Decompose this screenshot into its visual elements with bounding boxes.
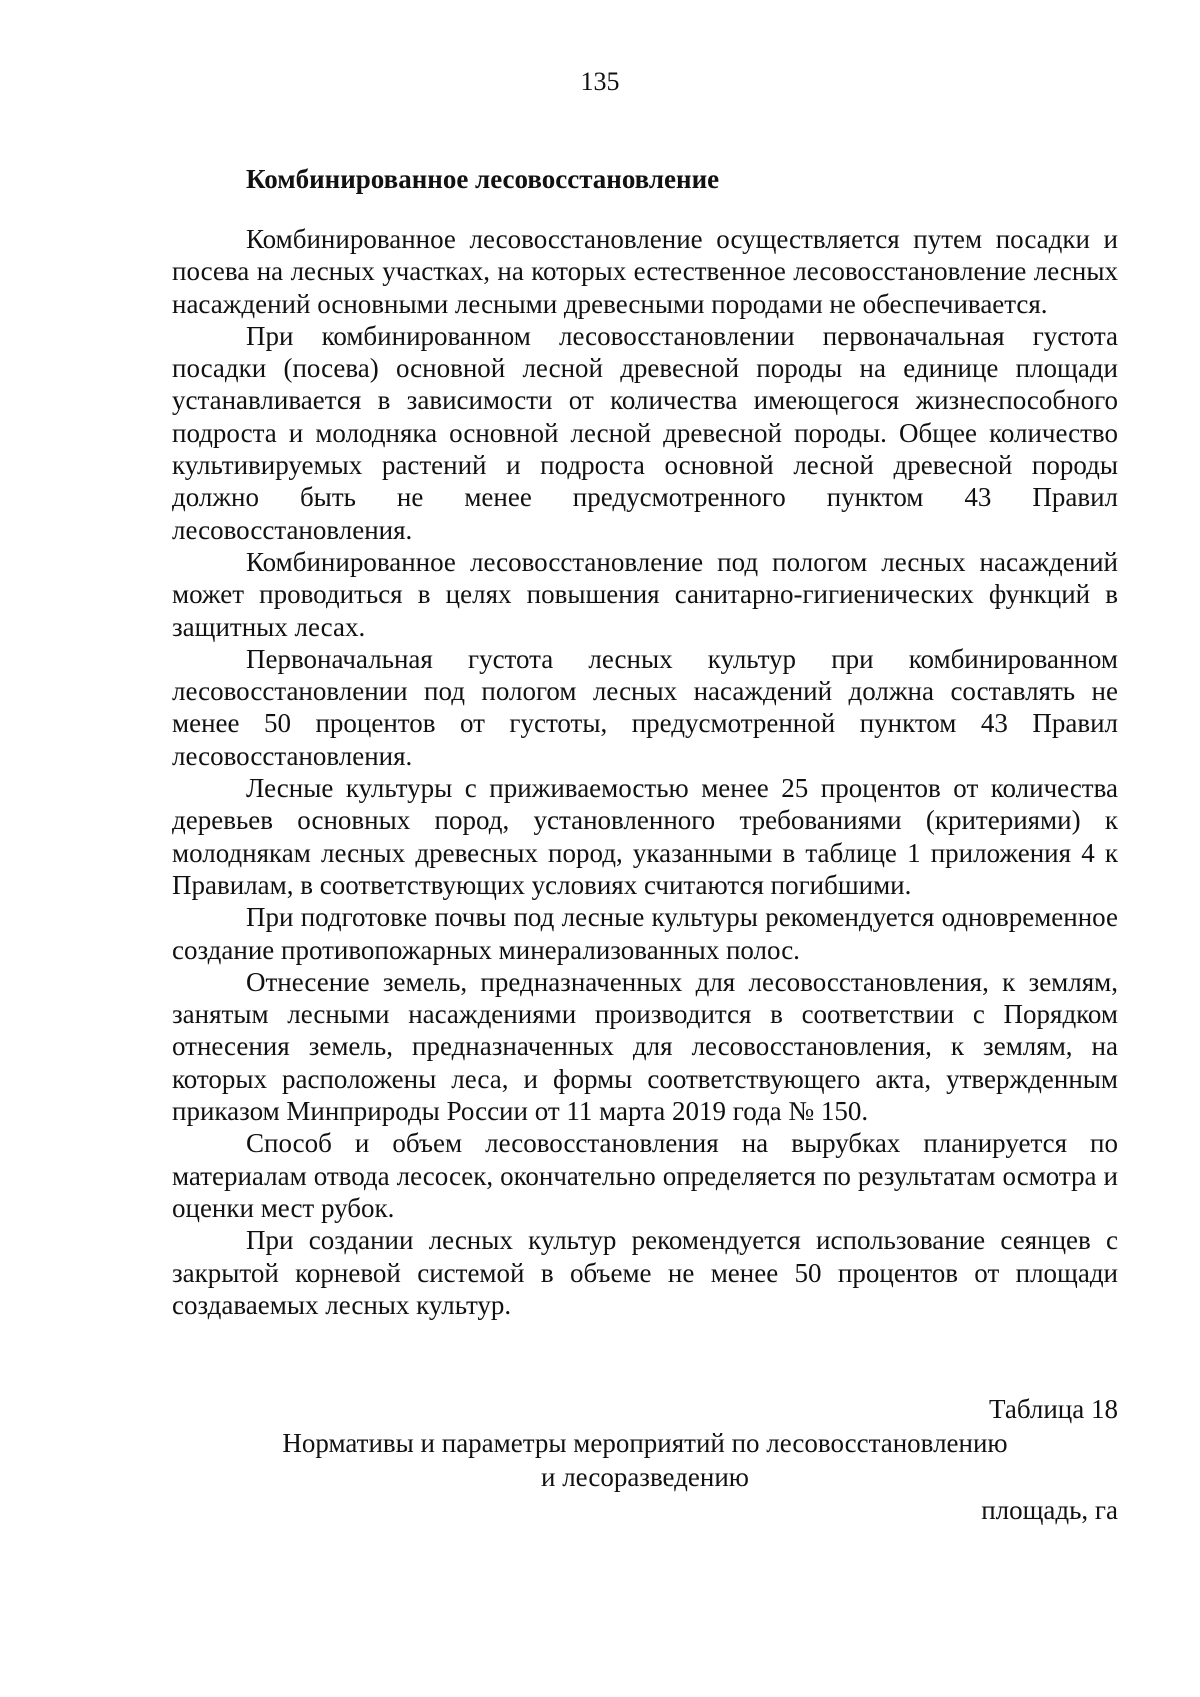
paragraph-1: Комбинированное лесовосстановление осуществляется путем посадки и посева на лесных участках, на которых естественное лесовосстановление лесных насаждений основными лесными древесными породами не обеспечивается. — [172, 224, 1118, 319]
paragraph-5: Лесные культуры с приживаемостью менее 25 процентов от количества деревьев основных пород, установленного требованиями (критериями) к молоднякам лесных древесных пород, указанными в таблице 1 приложения 4 к Правилам, в соответствующих условиях считаются погибшими. — [172, 773, 1118, 900]
table-units: площадь, га — [981, 1495, 1118, 1525]
body-text — [172, 223, 1118, 1321]
table-title-line-2: и лесоразведению — [541, 1462, 749, 1492]
paragraph-6: При подготовке почвы под лесные культуры рекомендуется одновременное создание противопожарных минерализованных полос. — [172, 902, 1118, 965]
paragraph-9: При создании лесных культур рекомендуется использование сеянцев с закрытой корневой системой в объеме не менее 50 процентов от площади создаваемых лесных культур. — [172, 1225, 1118, 1320]
paragraph-7: Отнесение земель, предназначенных для лесовосстановления, к землям, занятым лесными насаждениями производится в соответствии с Порядком отнесения земель, предназначенных для лесовосстановления, к землям, на которых расположены леса, и формы соответствующего акта, утвержденным приказом Минприроды России от 11 марта 2019 года № 150. — [172, 966, 1118, 1127]
table-caption: Таблица 18 — [989, 1394, 1118, 1424]
section-heading: Комбинированное лесовосстановление — [246, 164, 720, 194]
paragraph-4: Первоначальная густота лесных культур при комбинированном лесовосстановлении под пологом лесных насаждений должна составлять не менее 50 процентов от густоты, предусмотренной пунктом 43 Правил лесовосстановления. — [172, 643, 1118, 771]
table-title-line-1: Нормативы и параметры мероприятий по лесовосстановлению — [282, 1428, 1008, 1458]
paragraph-8: Способ и объем лесовосстановления на вырубках планируется по материалам отвода лесосек, окончательно определяется по результатам осмотра и оценки мест рубок. — [172, 1128, 1118, 1223]
paragraph-2: При комбинированном лесовосстановлении первоначальная густота посадки (посева) основной лесной древесной породы на единице площади устанавливается в зависимости от количества имеющегося жизнеспособного подроста и молодняка основной лесной древесной породы. Общее количество культивируемых растений и подроста основной лесной древесной породы должно быть не менее предусмотренного пунктом 43 Правил лесовосстановления. — [172, 320, 1118, 545]
page-number: 135 — [580, 67, 620, 96]
table-title — [172, 1426, 1118, 1494]
paragraph-3: Комбинированное лесовосстановление под пологом лесных насаждений может проводиться в целях повышения санитарно-гигиенических функций в защитных лесах. — [172, 546, 1118, 642]
